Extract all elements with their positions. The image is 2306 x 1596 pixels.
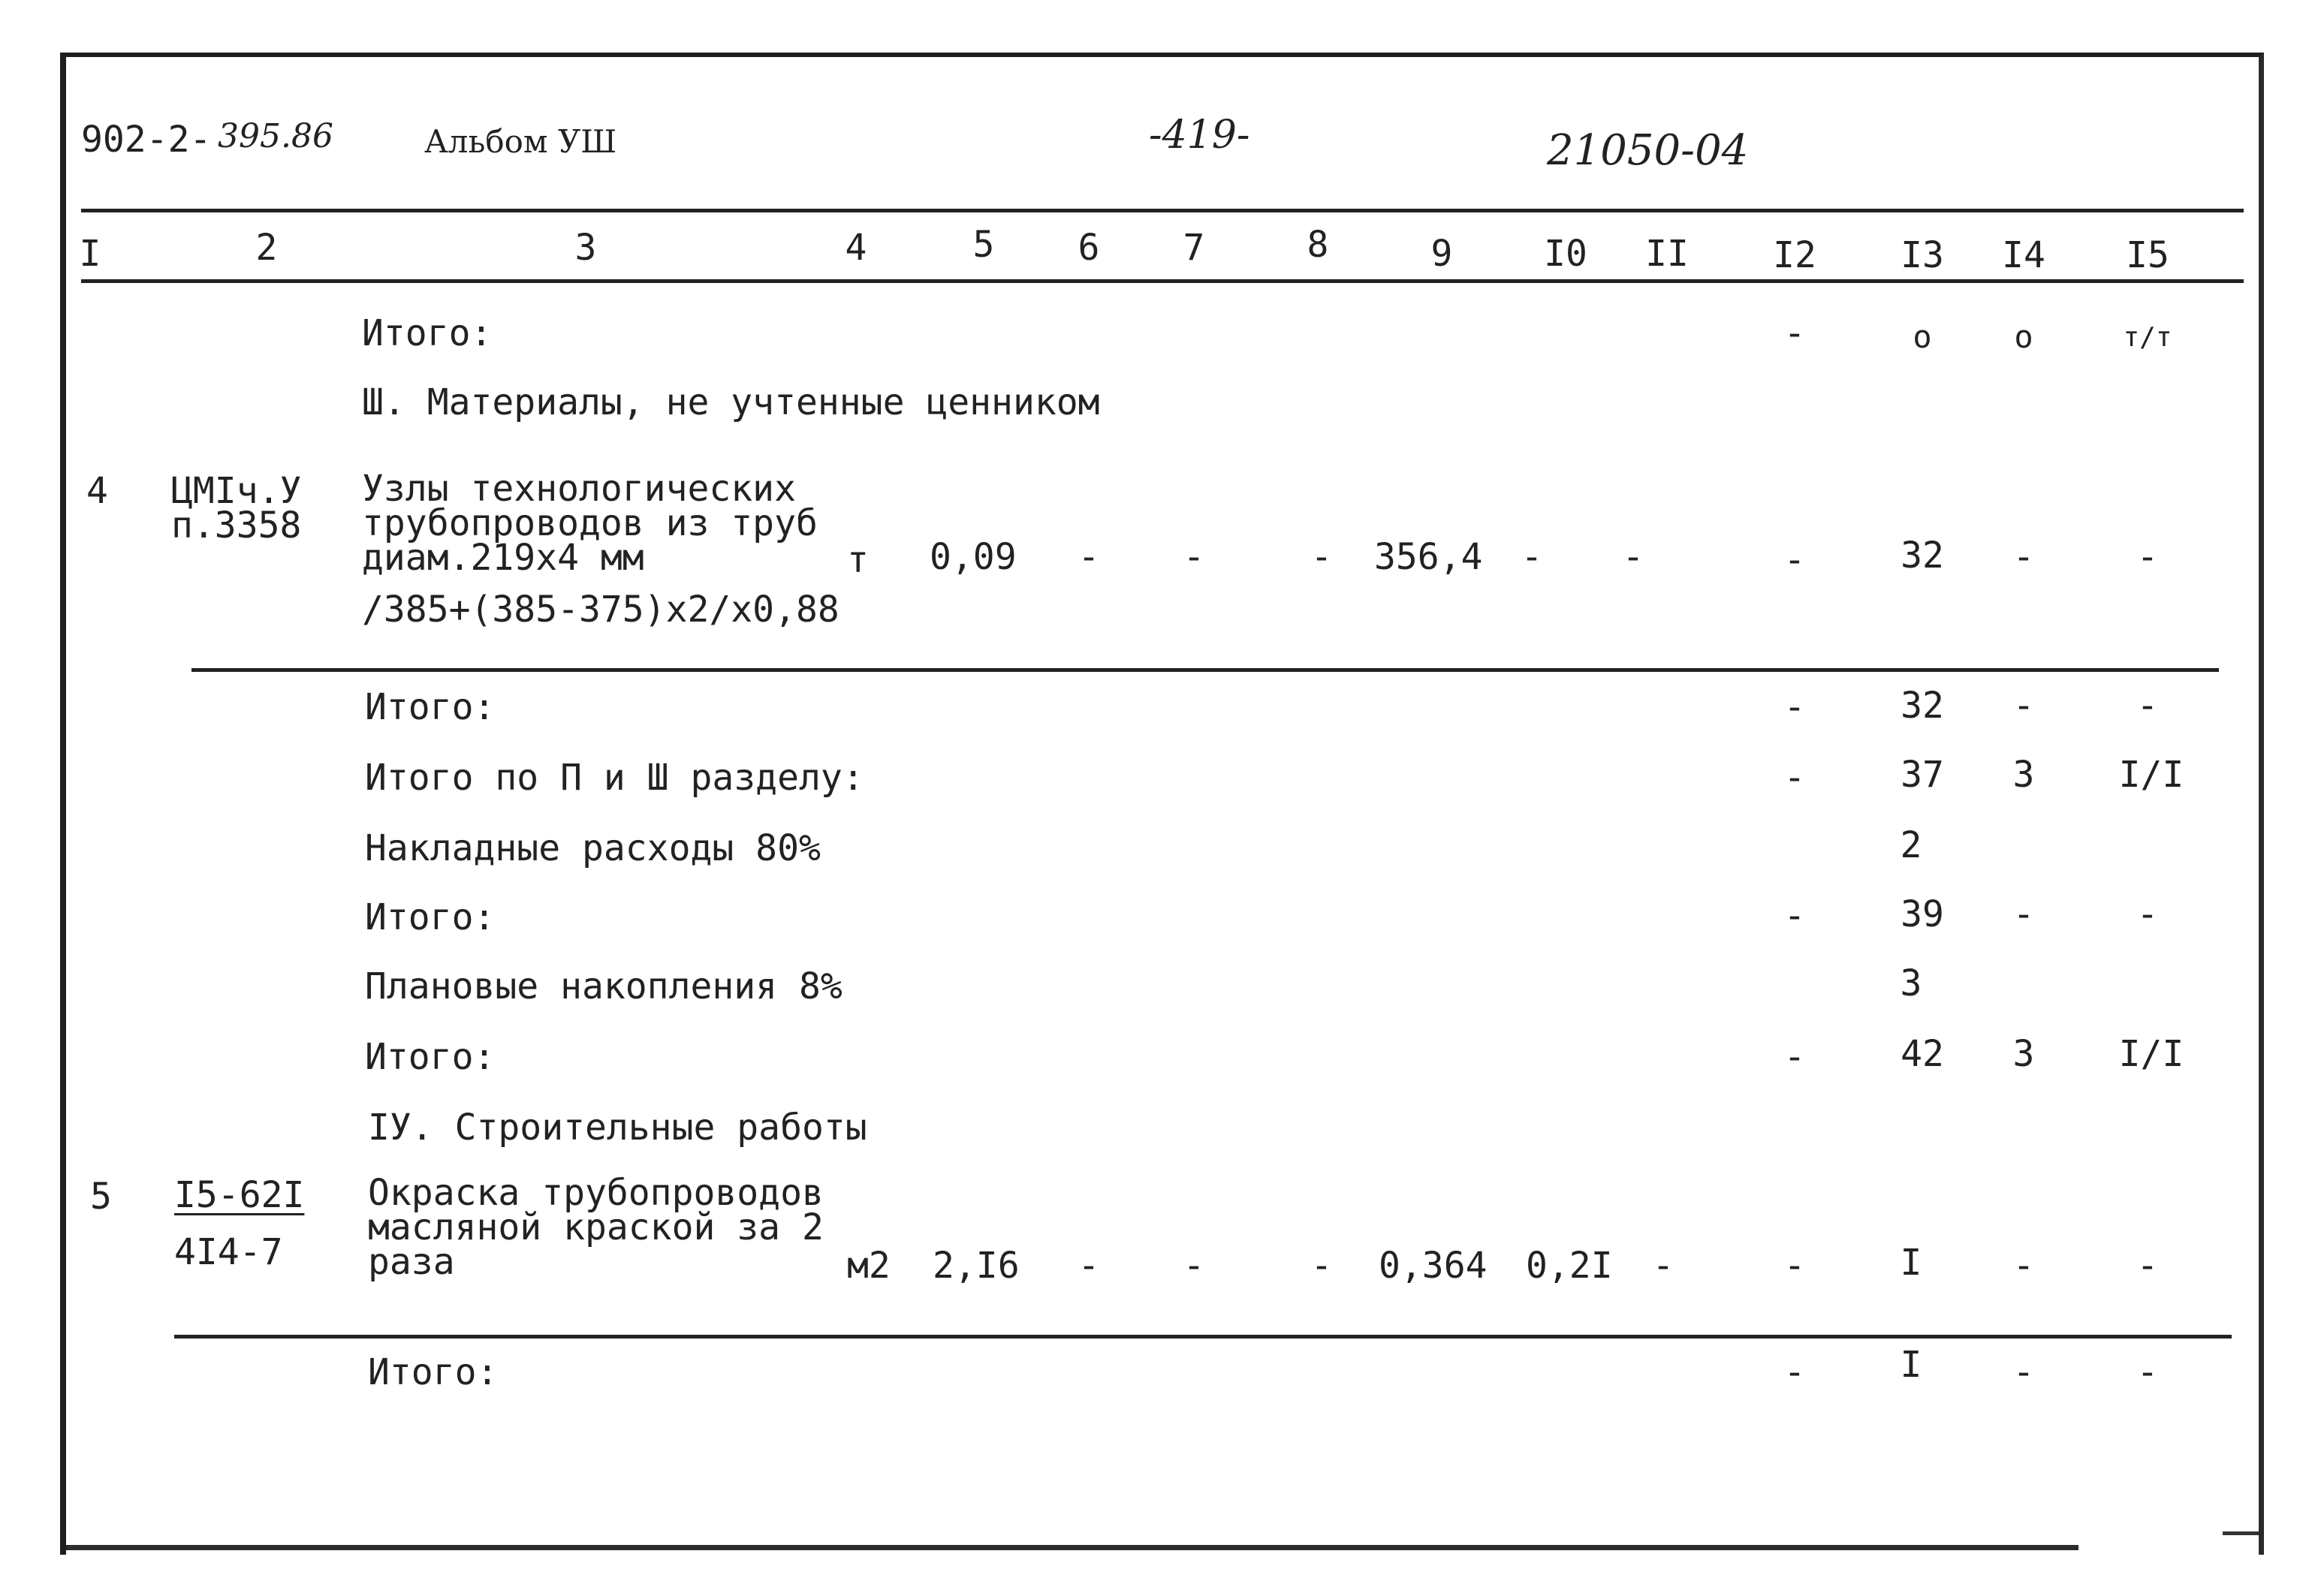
section4-total-c12: - [1783, 1351, 1806, 1393]
planned-savings-label: Плановые накопления 8% [365, 965, 843, 1007]
document-code: 21050-04 [1547, 126, 1749, 175]
subtotal-rule-1 [191, 668, 2219, 672]
grand-total-label: Итого: [365, 1036, 496, 1078]
item-c12: - [1783, 539, 1806, 581]
grand-total-c12: - [1783, 1036, 1806, 1078]
overhead-label: Накладные расходы 80% [365, 827, 821, 869]
col-header-6: 6 [1078, 227, 1100, 269]
planned-savings-c13: 3 [1900, 962, 1922, 1004]
frame-bottom-line [66, 1545, 2078, 1550]
col-header-3: 3 [574, 227, 597, 269]
item5-c11: - [1652, 1245, 1674, 1287]
item-c8: - [1310, 536, 1333, 578]
col-header-4: 4 [845, 227, 867, 269]
total-c13: o [1913, 318, 1932, 355]
section4-total-c15: - [2136, 1351, 2159, 1393]
item-description: Узлы технологических трубопроводов из труб диам.219х4 мм [362, 468, 818, 579]
col-header-14: I4 [2002, 234, 2045, 276]
col-header-9: 9 [1430, 233, 1453, 275]
subtotal-c12: - [1783, 686, 1806, 728]
item-formula: /385+(385-375)х2/х0,88 [362, 589, 840, 631]
subtotal-c13: 32 [1901, 685, 1944, 727]
grand-total-c14: 3 [2012, 1033, 2035, 1075]
col-header-10: I0 [1544, 233, 1587, 275]
album-label: Альбом УШ [424, 123, 617, 160]
total-after-overhead-c12: - [1783, 895, 1806, 937]
sections-total-c14: 3 [2012, 754, 2035, 796]
page-number: -419- [1149, 113, 1250, 158]
total-label: Итого: [362, 312, 493, 354]
col-header-11: II [1645, 233, 1689, 275]
item5-c10: 0,2I [1526, 1245, 1613, 1287]
document-frame [60, 53, 2264, 1555]
section-heading-4: IУ. Строительные работы [368, 1107, 867, 1149]
section-heading-3: Ш. Материалы, не учтенные ценником [362, 381, 1100, 423]
item-c11: - [1622, 536, 1644, 578]
col-header-1: I [79, 233, 101, 275]
section4-total-label: Итого: [368, 1351, 499, 1393]
subtotal-c14: - [2012, 685, 2035, 727]
section4-total-c14: - [2012, 1351, 2035, 1393]
item5-c15: - [2136, 1245, 2159, 1287]
item-c13: 32 [1901, 535, 1944, 577]
item-c15: - [2136, 536, 2159, 578]
sections-total-c15: I/I [2118, 754, 2184, 796]
overhead-c13: 2 [1900, 824, 1922, 866]
total-c14: o [2014, 318, 2033, 355]
item-number: 4 [86, 470, 108, 512]
section4-total-c13: I [1900, 1344, 1922, 1386]
total-after-overhead-c13: 39 [1901, 893, 1944, 935]
doc-prefix: 902-2- [81, 119, 212, 161]
col-header-15: I5 [2126, 234, 2169, 276]
col-header-7: 7 [1183, 227, 1205, 269]
total-c12: - [1783, 312, 1806, 354]
item-c7: - [1183, 536, 1205, 578]
item5-quantity: 2,I6 [933, 1245, 1020, 1287]
item5-c6: - [1078, 1245, 1100, 1287]
col-header-2: 2 [255, 227, 278, 269]
item5-c8: - [1310, 1245, 1333, 1287]
grand-total-c13: 42 [1901, 1033, 1944, 1075]
sections-total-c12: - [1783, 757, 1806, 799]
subtotal-label: Итого: [365, 686, 496, 728]
item5-description: Окраска трубопроводов масляной краской за 2 раза [368, 1172, 824, 1283]
header-top-rule [81, 209, 2244, 212]
item5-code: I5-62I [174, 1174, 305, 1216]
total-after-overhead-c15: - [2136, 893, 2159, 935]
total-after-overhead-label: Итого: [365, 896, 496, 938]
grand-total-c15: I/I [2118, 1033, 2184, 1075]
frame-bottom-right-line [2223, 1531, 2259, 1535]
item5-c14: - [2012, 1245, 2035, 1287]
col-header-5: 5 [972, 224, 995, 266]
col-header-8: 8 [1307, 224, 1329, 266]
item5-code-sub: 4I4-7 [174, 1231, 283, 1273]
item-c6: - [1078, 536, 1100, 578]
col-header-13: I3 [1901, 234, 1944, 276]
item5-number: 5 [90, 1176, 112, 1218]
item5-c12: - [1783, 1245, 1806, 1287]
item-quantity: 0,09 [930, 536, 1017, 578]
item-code-paragraph: п.3358 [171, 504, 302, 547]
doc-number-handwritten: 395.86 [218, 117, 333, 155]
item5-c13: I [1900, 1242, 1922, 1284]
item5-c7: - [1183, 1245, 1205, 1287]
item-c9: 356,4 [1374, 536, 1483, 578]
subtotal-c15: - [2136, 685, 2159, 727]
total-c15: т/т [2123, 322, 2172, 353]
col-header-12: I2 [1773, 234, 1816, 276]
item5-c9: 0,364 [1379, 1245, 1488, 1287]
item-code: ЦМIч.У [171, 470, 302, 512]
sections-total-label: Итого по П и Ш разделу: [365, 757, 864, 799]
item-unit: т [847, 539, 869, 581]
item-c10: - [1521, 536, 1543, 578]
subtotal-rule-2 [174, 1335, 2232, 1339]
item5-unit: м2 [847, 1245, 891, 1287]
sections-total-c13: 37 [1901, 754, 1944, 796]
header-bottom-rule [81, 279, 2244, 283]
total-after-overhead-c14: - [2012, 893, 2035, 935]
item-c14: - [2012, 536, 2035, 578]
